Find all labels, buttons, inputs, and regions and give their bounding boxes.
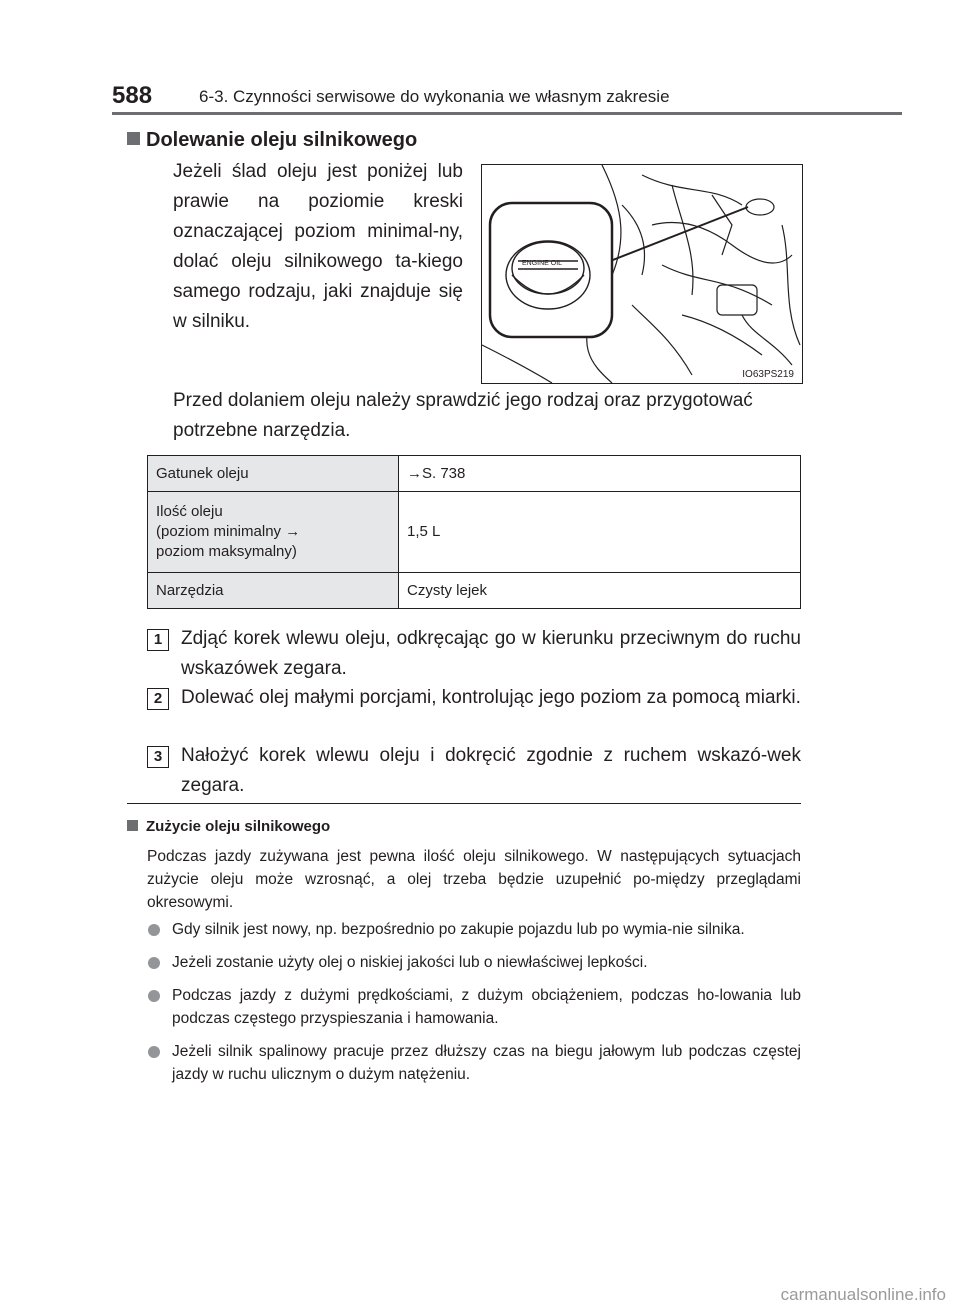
step-text: Nałożyć korek wlewu oleju i dokręcić zgodnie z ruchem wskazó-wek zegara. <box>181 745 801 796</box>
step-text: Zdjąć korek wlewu oleju, odkręcając go w kierunku przeciwnym do ruchu wskazówek zegara. <box>181 628 801 679</box>
watermark: carmanualsonline.info <box>780 1285 946 1304</box>
list-item: Jeżeli silnik spalinowy pracuje przez dłuższy czas na biegu jałowym lub podczas częstej jazdy w ruchu ulicznym o dużym natężeniu. <box>147 1040 801 1086</box>
step-1 <box>147 624 801 684</box>
main-heading: Dolewanie oleju silnikowego <box>127 129 417 152</box>
page-number: 588 <box>112 82 153 109</box>
preparation-paragraph: Przed dolaniem oleju należy sprawdzić jego rodzaj oraz przygotować potrzebne narzędzia. <box>173 390 753 441</box>
consumption-list <box>147 918 801 1096</box>
list-item: Podczas jazdy z dużymi prędkościami, z dużym obciążeniem, podczas ho-lowania lub podczas częstego przyspieszania i hamowania. <box>147 984 801 1030</box>
step-number: 3 <box>147 746 169 768</box>
square-bullet-icon <box>127 132 140 145</box>
header-divider <box>112 112 902 115</box>
table-row <box>148 573 801 609</box>
list-item: Gdy silnik jest nowy, np. bezpośrednio po zakupie pojazdu lub po wymia-nie silnika. <box>147 918 801 941</box>
table-value: Czysty lejek <box>399 573 801 609</box>
step-2 <box>147 683 801 713</box>
step-number: 2 <box>147 688 169 710</box>
engine-bay-illustration <box>482 165 802 383</box>
table-row <box>148 492 801 573</box>
step-text: Dolewać olej małymi porcjami, kontrolując jego poziom za pomocą miarki. <box>181 687 801 708</box>
oil-spec-table <box>147 455 801 609</box>
table-key: Ilość oleju (poziom minimalny → poziom maksymalny) <box>148 492 399 573</box>
page-header <box>112 82 902 116</box>
section-divider <box>127 803 801 804</box>
step-number: 1 <box>147 629 169 651</box>
intro-paragraph: Jeżeli ślad oleju jest poniżej lub prawie na poziomie kreski oznaczającej poziom minimal-ny, dolać oleju silnikowego ta-kiego samego rodzaju, jaki znajduje się w silniku. <box>173 161 463 332</box>
consumption-paragraph: Podczas jazdy zużywana jest pewna ilość oleju silnikowego. W następujących sytuacjach zużycie oleju może wzrosnąć, a olej trzeba będzie uzupełnić po-między przeglądami okresowymi. <box>147 848 801 911</box>
square-bullet-icon <box>127 820 138 831</box>
circle-bullet-icon <box>148 1046 160 1058</box>
circle-bullet-icon <box>148 957 160 969</box>
table-key: Gatunek oleju <box>148 456 399 492</box>
cap-label: ENGINE OIL <box>522 260 563 267</box>
table-value: 1,5 L <box>399 492 801 573</box>
table-row <box>148 456 801 492</box>
figure-code: IO63PS219 <box>742 369 794 380</box>
sub-heading: Zużycie oleju silnikowego <box>127 818 330 835</box>
step-3 <box>147 741 801 801</box>
engine-oil-cap-figure <box>481 164 803 384</box>
circle-bullet-icon <box>148 924 160 936</box>
table-key: Narzędzia <box>148 573 399 609</box>
circle-bullet-icon <box>148 990 160 1002</box>
section-title: 6-3. Czynności serwisowe do wykonania we własnym zakresie <box>199 87 670 106</box>
list-item: Jeżeli zostanie użyty olej o niskiej jakości lub o niewłaściwej lepkości. <box>147 951 801 974</box>
table-value: →S. 738 <box>399 456 801 492</box>
